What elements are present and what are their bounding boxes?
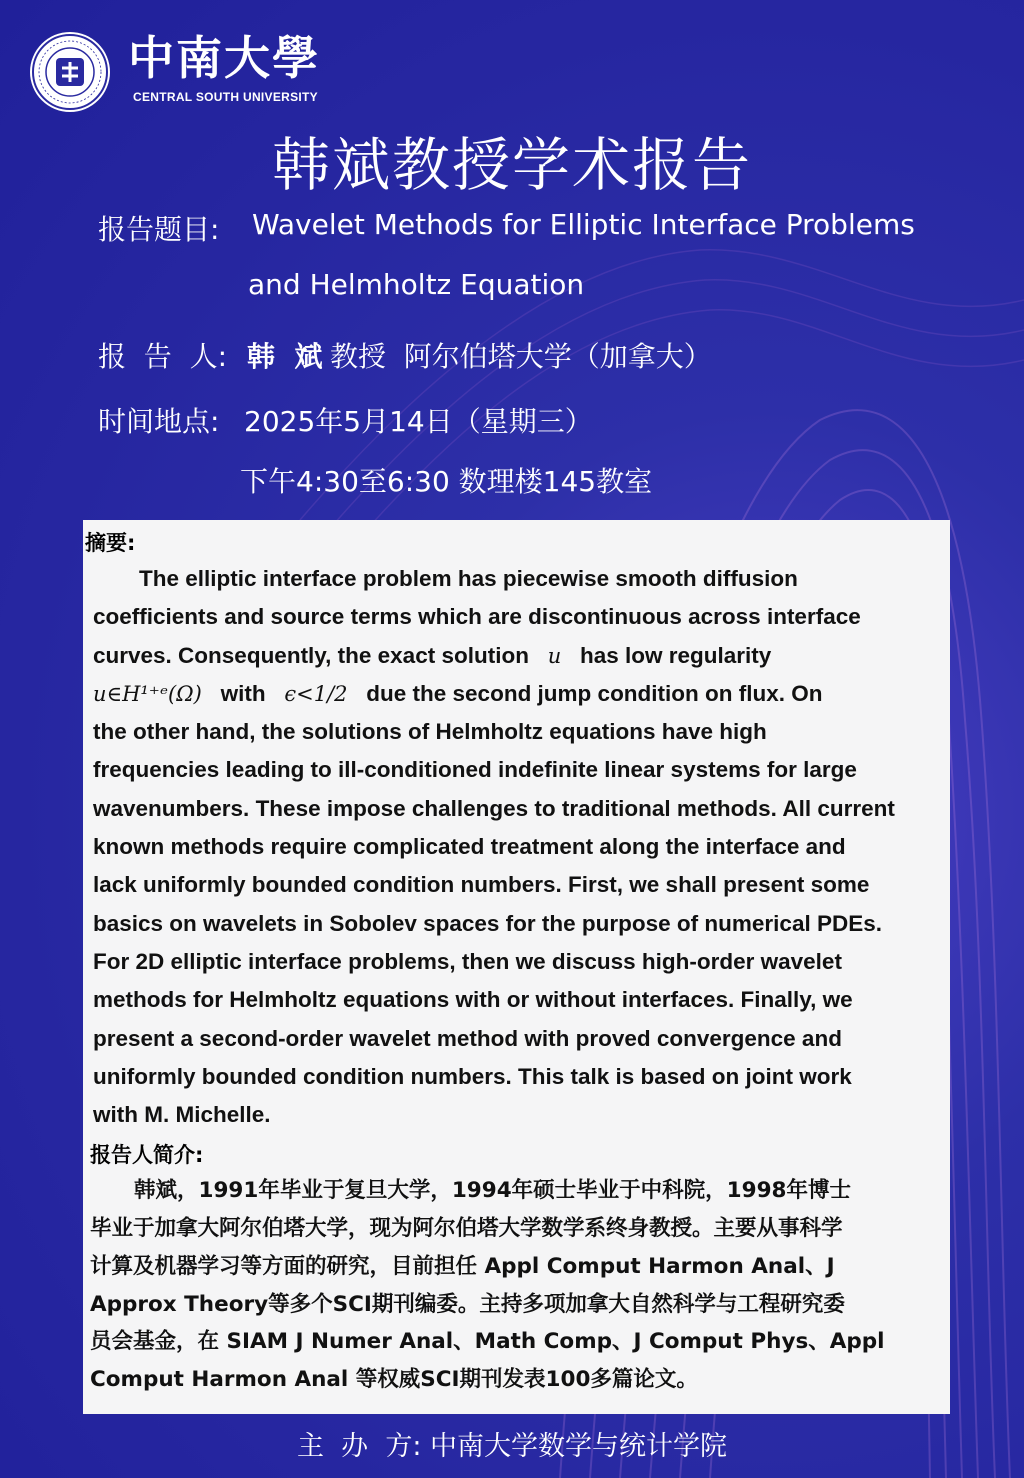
topic-line-2: and Helmholtz Equation	[248, 268, 585, 301]
abstract-line	[93, 637, 951, 675]
time-date: 2025年5月14日（星期三）	[244, 405, 593, 438]
abstract-line: methods for Helmholtz equations with or without interfaces. Finally, we	[93, 987, 853, 1013]
topic-label: 报告题目:	[98, 213, 220, 246]
abstract-line: lack uniformly bounded condition numbers. First, we shall present some	[93, 872, 870, 898]
abstract-text	[93, 560, 951, 1134]
abstract-text-segment: curves. Consequently, the exact solution	[93, 642, 529, 668]
abstract-line: uniformly bounded condition numbers. This talk is based on joint work	[93, 1063, 852, 1089]
abstract-line: For 2D elliptic interface problems, then we discuss high-order wavelet	[93, 948, 842, 974]
abstract-line	[93, 675, 951, 713]
abstract-line: coefficients and source terms which are discontinuous across interface	[93, 604, 861, 630]
abstract-line: known methods require complicated treatment along the interface and	[93, 834, 846, 860]
abstract-line: the other hand, the solutions of Helmholtz equations have high	[93, 719, 767, 745]
abstract-text-segment: has low regularity	[580, 642, 772, 668]
bio-line: 毕业于加拿大阿尔伯塔大学，现为阿尔伯塔大学数学系终身教授。主要从事科学	[90, 1216, 843, 1242]
host-name: 中南大学数学与统计学院	[430, 1431, 728, 1462]
speaker-affiliation: 教授 阿尔伯塔大学（加拿大）	[330, 340, 712, 373]
topic-line-1: Wavelet Methods for Elliptic Interface Problems	[252, 208, 915, 241]
bio-text	[90, 1172, 950, 1398]
content-panel	[83, 520, 950, 1414]
math-sobolev: u∈H¹⁺ᵉ(Ω)	[93, 681, 202, 706]
abstract-line: present a second-order wavelet method with proved convergence and	[93, 1025, 842, 1051]
abstract-line: frequencies leading to ill-conditioned indefinite linear systems for large	[93, 757, 857, 783]
host-line	[0, 1424, 1024, 1463]
abstract-line: The elliptic interface problem has piecewise smooth diffusion	[139, 566, 798, 591]
math-u: u	[547, 643, 562, 668]
abstract-line: basics on wavelets in Sobolev spaces for the purpose of numerical PDEs.	[93, 910, 882, 936]
bio-line: Comput Harmon Anal 等权威SCI期刊发表100多篇论文。	[90, 1366, 698, 1392]
university-name-cn: 中南大學	[128, 31, 320, 85]
abstract-line: wavenumbers. These impose challenges to traditional methods. All current	[93, 795, 895, 821]
bio-line: 计算及机器学习等方面的研究，目前担任 Appl Comput Harmon Anal、J	[90, 1253, 835, 1279]
math-epsilon: ϵ<1/2	[284, 681, 348, 706]
speaker-label: 报 告 人:	[98, 340, 228, 373]
university-seal-icon	[28, 30, 112, 114]
poster-title: 韩斌教授学术报告	[271, 131, 752, 199]
abstract-heading: 摘要:	[85, 531, 136, 555]
bio-line: 韩斌，1991年毕业于复旦大学，1994年硕士毕业于中科院，1998年博士	[134, 1178, 852, 1204]
abstract-text-segment: due the second jump condition on flux. On	[366, 680, 823, 706]
speaker-name: 韩 斌	[247, 340, 323, 373]
time-label: 时间地点:	[98, 405, 220, 438]
university-name-en: CENTRAL SOUTH UNIVERSITY	[133, 90, 318, 104]
bio-line: 员会基金，在 SIAM J Numer Anal、Math Comp、J Comput Phys、Appl	[90, 1329, 885, 1355]
host-label: 主 办 方:	[296, 1431, 422, 1462]
bio-line: Approx Theory等多个SCI期刊编委。主持多项加拿大自然科学与工程研究委	[90, 1291, 845, 1317]
time-venue: 下午4:30至6:30 数理楼145教室	[240, 465, 653, 498]
bio-heading: 报告人简介:	[90, 1143, 204, 1168]
abstract-text-segment: with	[220, 680, 266, 706]
abstract-line: with M. Michelle.	[93, 1102, 271, 1128]
